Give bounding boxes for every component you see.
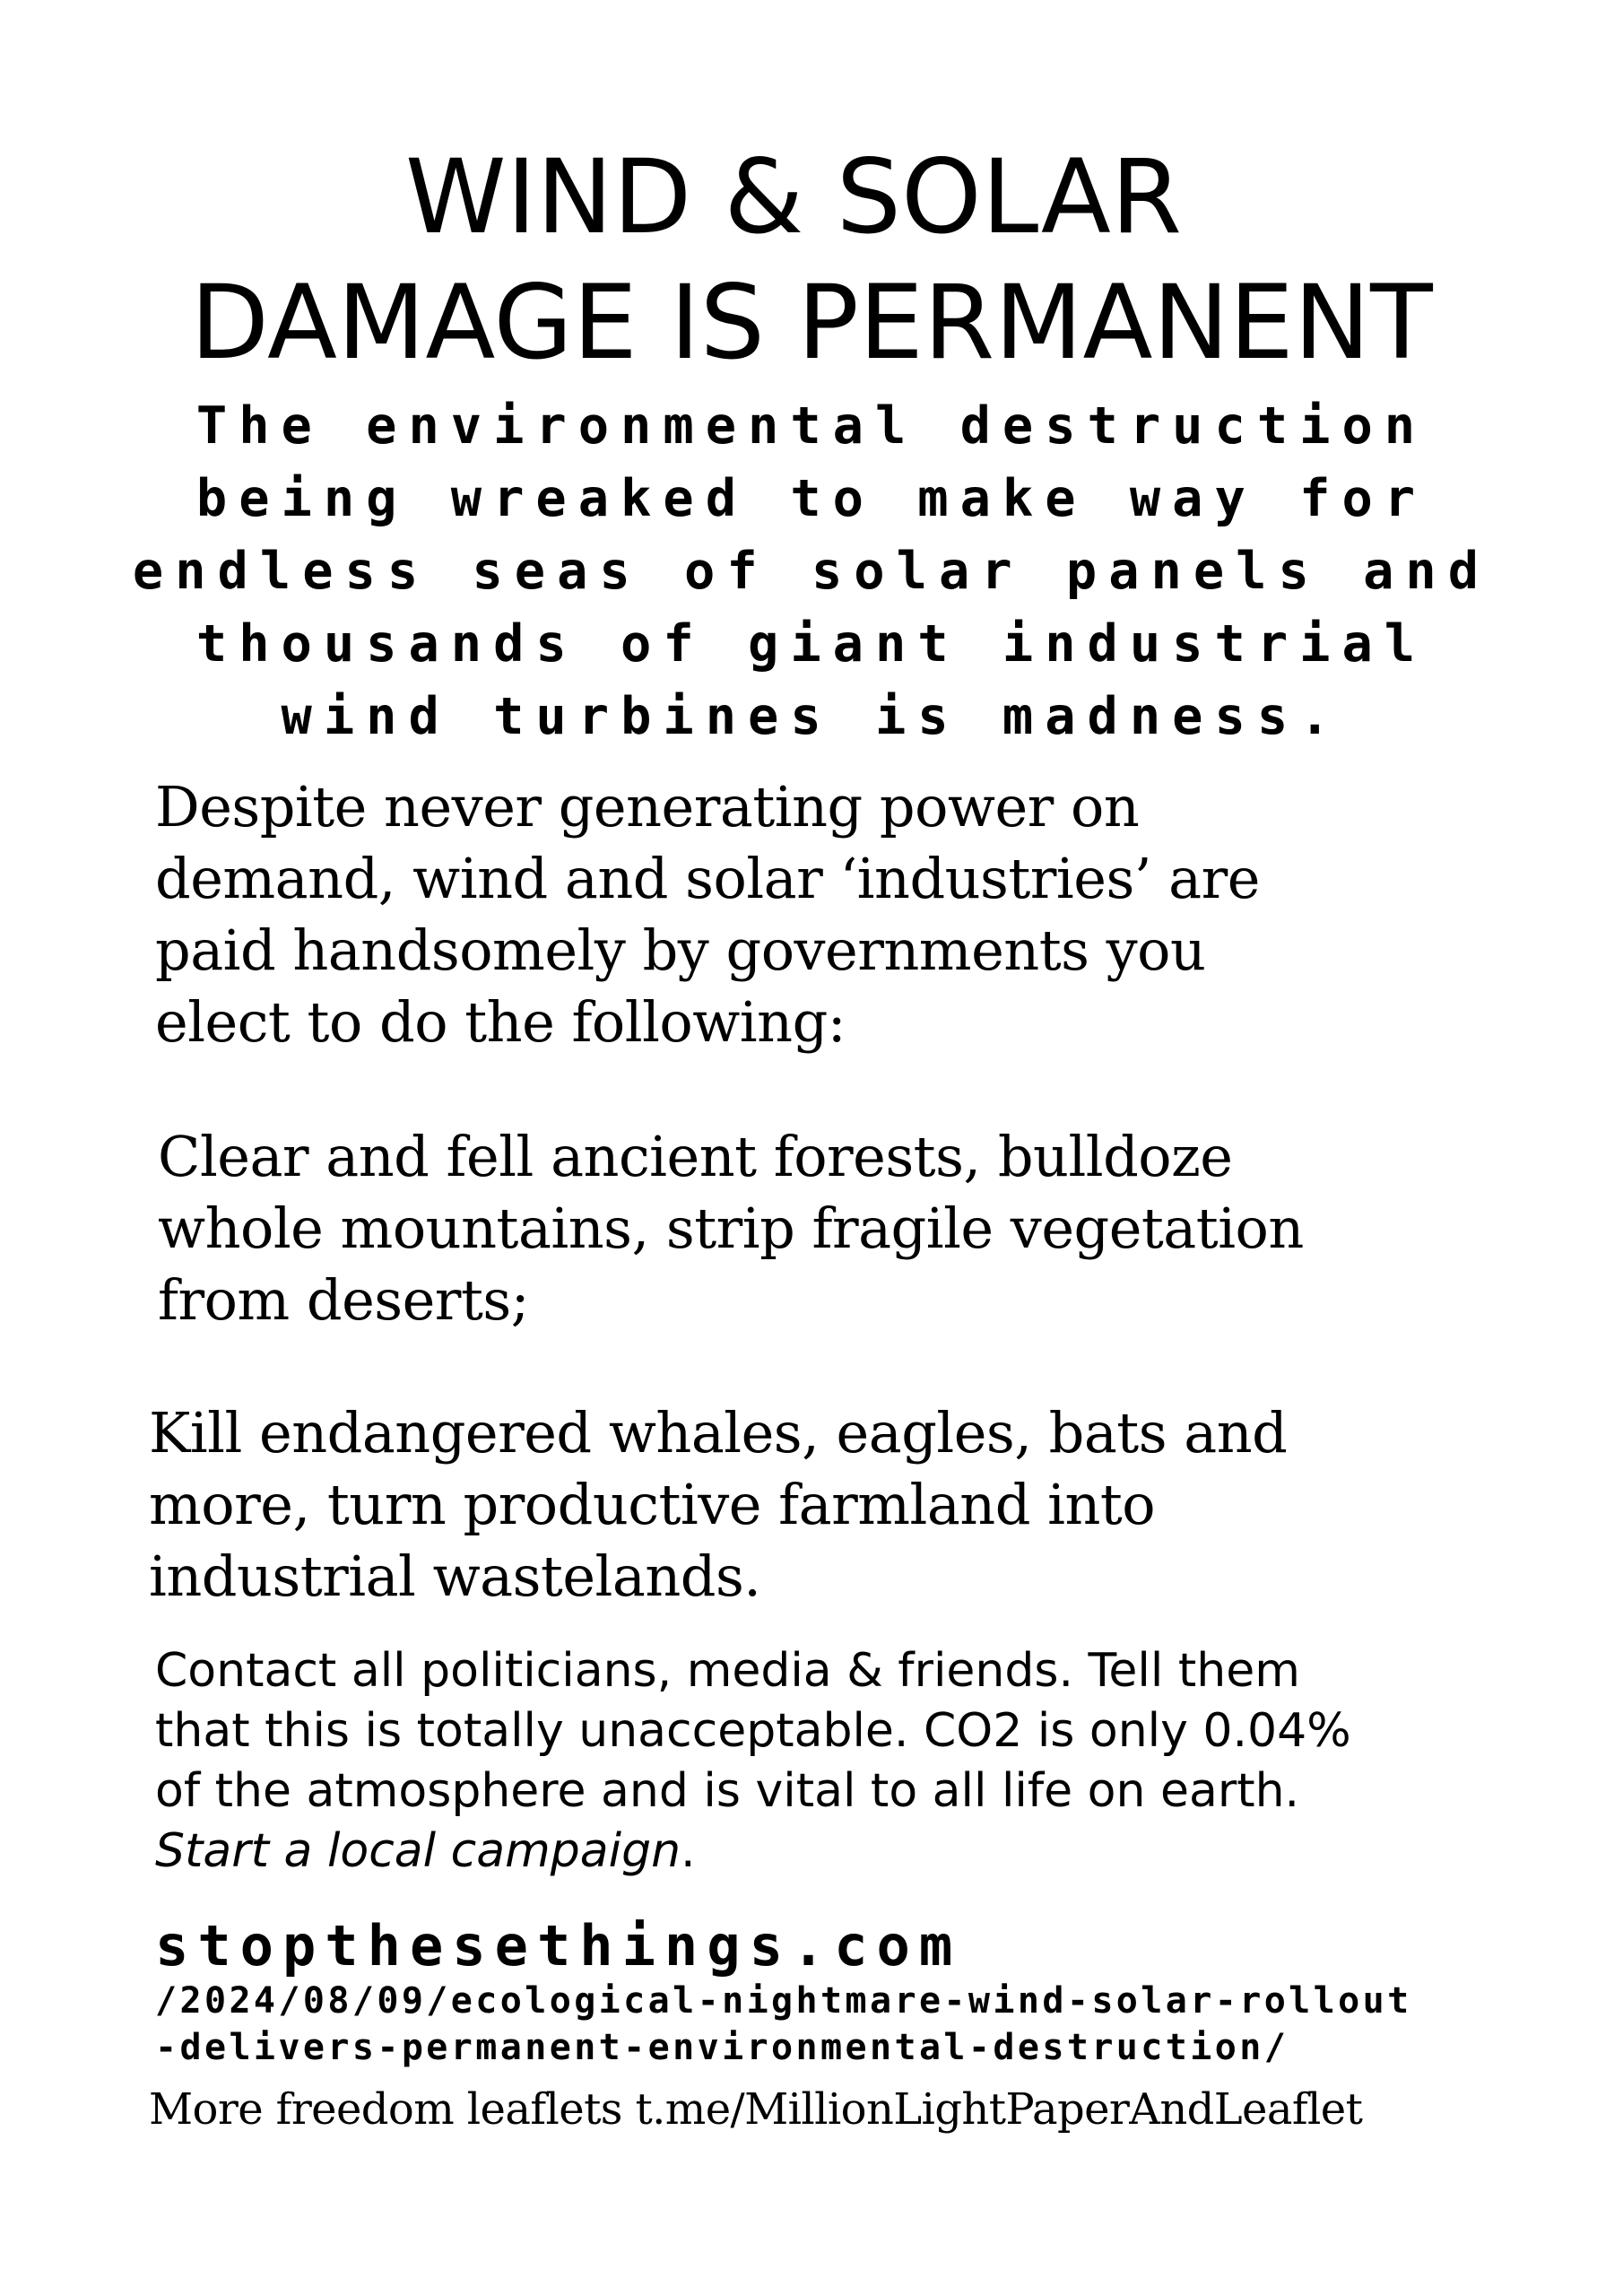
body-paragraph-2: Clear and fell ancient forests, bulldoze whole mountains, strip fragile vegetation from deserts; <box>158 1124 1304 1333</box>
footer-link-text: More freedom leaflets t.me/MillionLightPaperAndLeaflet <box>149 2084 1363 2135</box>
source-path-line-2: -delivers-permanent-environmental-destruction/ <box>155 2027 1289 2068</box>
body-paragraph-3: Kill endangered whales, eagles, bats and more, turn productive farmland into industrial wastelands. <box>149 1400 1288 1609</box>
body-paragraph-1: Despite never generating power on demand, wind and solar ‘industries’ are paid handsomely by governments you elect to do the following: <box>155 774 1260 1055</box>
contact-paragraph <box>155 1641 1554 1882</box>
headline-line-2: DAMAGE IS PERMANENT <box>190 263 1433 382</box>
intro-statement: The environmental destruction being wreaked to make way for endless seas of solar panels and thousands of giant industrial wind turbines is madness. <box>132 396 1491 746</box>
source-site: stopthesethings.com <box>155 1913 962 1979</box>
contact-trailing: . <box>681 1824 696 1878</box>
call-to-action: Start a local campaign <box>155 1824 681 1878</box>
contact-text: Contact all politicians, media & friends. Tell them that this is totally unacceptable. CO2 is only 0.04% of the atmosphere and is vital to all life on earth. <box>155 1644 1351 1818</box>
headline-line-1: WIND & SOLAR <box>404 137 1183 257</box>
source-path-line-1: /2024/08/09/ecological-nightmare-wind-solar-rollout <box>155 1980 1412 2022</box>
